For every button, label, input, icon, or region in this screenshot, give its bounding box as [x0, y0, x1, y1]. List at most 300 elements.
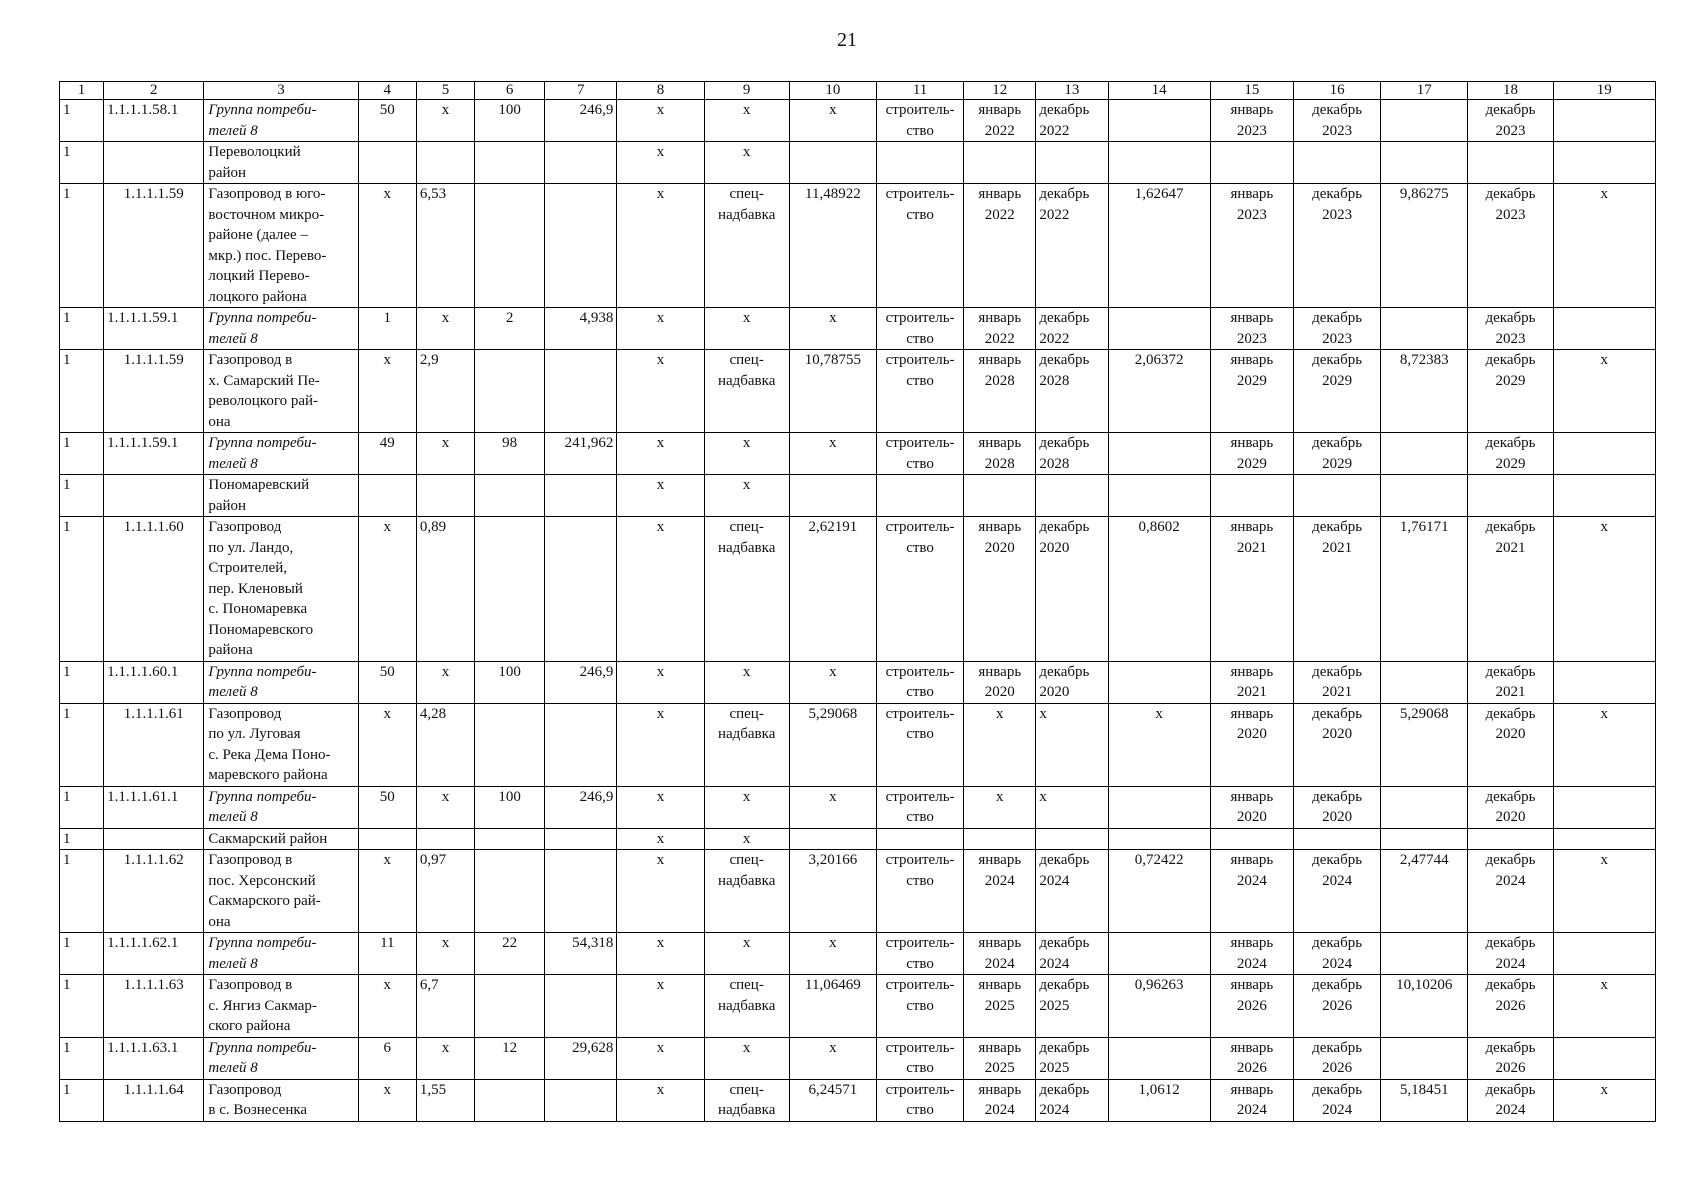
table-cell — [876, 475, 963, 517]
table-cell — [1553, 1037, 1655, 1079]
table-cell: х — [358, 350, 416, 433]
table-cell: декабрь 2024 — [1468, 933, 1553, 975]
table-cell: х — [617, 517, 704, 662]
table-cell: х — [358, 184, 416, 308]
table-cell: январь 2028 — [964, 350, 1036, 433]
table-cell: январь 2023 — [1210, 184, 1293, 308]
table-row-object — [60, 350, 1656, 433]
table-cell — [1210, 142, 1293, 184]
table-cell: декабрь 2021 — [1293, 517, 1380, 662]
table-cell: строитель- ство — [876, 850, 963, 933]
table-cell: 8,72383 — [1381, 350, 1468, 433]
table-cell: 6,53 — [416, 184, 474, 308]
table-cell — [1108, 308, 1210, 350]
table-cell — [1553, 661, 1655, 703]
table-cell: х — [617, 1079, 704, 1121]
table-cell: 1 — [60, 184, 104, 308]
table-cell: 1 — [60, 350, 104, 433]
table-cell: 11,06469 — [789, 975, 876, 1038]
table-cell: 11 — [358, 933, 416, 975]
table-cell: 246,9 — [545, 786, 617, 828]
table-cell: 2,47744 — [1381, 850, 1468, 933]
table-cell: декабрь 2020 — [1036, 661, 1108, 703]
table-cell — [1108, 1037, 1210, 1079]
table-cell: январь 2021 — [1210, 661, 1293, 703]
table-cell: 1,62647 — [1108, 184, 1210, 308]
table-cell: 1 — [60, 1037, 104, 1079]
table-cell — [1468, 475, 1553, 517]
table-cell — [1036, 142, 1108, 184]
table-cell: х — [416, 1037, 474, 1079]
table-cell: 49 — [358, 433, 416, 475]
table-cell: х — [1553, 517, 1655, 662]
table-cell: 1.1.1.1.62.1 — [104, 933, 204, 975]
header-cell: 18 — [1468, 82, 1553, 100]
table-cell — [789, 142, 876, 184]
table-cell: х — [789, 433, 876, 475]
table-cell: Газопровод в с. Вознесенка — [204, 1079, 358, 1121]
table-row-group — [60, 100, 1656, 142]
table-cell: спец- надбавка — [704, 350, 789, 433]
table-cell: 1.1.1.1.59 — [104, 350, 204, 433]
table-cell: январь 2024 — [964, 1079, 1036, 1121]
table-cell — [545, 475, 617, 517]
table-cell: декабрь 2025 — [1036, 1037, 1108, 1079]
table-cell: декабрь 2024 — [1293, 1079, 1380, 1121]
table-cell — [358, 475, 416, 517]
table-cell: 1 — [60, 142, 104, 184]
table-cell — [416, 828, 474, 850]
table-cell: х — [358, 1079, 416, 1121]
table-cell: 100 — [475, 661, 545, 703]
table-cell — [1553, 142, 1655, 184]
table-cell: 6,7 — [416, 975, 474, 1038]
table-row-group — [60, 1037, 1656, 1079]
table-row-object — [60, 850, 1656, 933]
table-row-group — [60, 786, 1656, 828]
table-cell: 2,06372 — [1108, 350, 1210, 433]
table-cell: х — [1036, 786, 1108, 828]
table-cell: х — [964, 786, 1036, 828]
table-cell — [1381, 786, 1468, 828]
table-cell — [475, 1079, 545, 1121]
table-cell — [545, 1079, 617, 1121]
table-cell: х — [1553, 703, 1655, 786]
table-cell — [789, 828, 876, 850]
table-cell: январь 2026 — [1210, 975, 1293, 1038]
table-row-group — [60, 433, 1656, 475]
header-cell: 1 — [60, 82, 104, 100]
table-cell: 6 — [358, 1037, 416, 1079]
table-cell: декабрь 2020 — [1293, 786, 1380, 828]
table-cell: декабрь 2026 — [1468, 975, 1553, 1038]
table-row-object — [60, 517, 1656, 662]
table-cell: 0,97 — [416, 850, 474, 933]
table-cell: декабрь 2022 — [1036, 100, 1108, 142]
table-cell: Пономаревский район — [204, 475, 358, 517]
table-cell: х — [617, 433, 704, 475]
table-cell — [1108, 142, 1210, 184]
table-cell — [876, 142, 963, 184]
table-cell: 1.1.1.1.62 — [104, 850, 204, 933]
table-cell: декабрь 2023 — [1468, 184, 1553, 308]
data-table — [59, 81, 1656, 1122]
table-cell: декабрь 2020 — [1468, 786, 1553, 828]
table-cell: строитель- ство — [876, 1079, 963, 1121]
table-cell: 22 — [475, 933, 545, 975]
table-cell — [876, 828, 963, 850]
table-cell: Газопровод по ул. Ландо, Строителей, пер. Кленовый с. Пономаревка Пономаревского района — [204, 517, 358, 662]
table-cell: 1 — [60, 703, 104, 786]
table-cell — [104, 828, 204, 850]
table-cell — [1553, 433, 1655, 475]
table-cell: х — [358, 975, 416, 1038]
table-cell — [416, 475, 474, 517]
table-cell — [964, 828, 1036, 850]
table-cell: х — [789, 661, 876, 703]
table-cell: 1.1.1.1.60 — [104, 517, 204, 662]
table-cell — [358, 828, 416, 850]
table-cell — [358, 142, 416, 184]
table-cell: х — [1553, 975, 1655, 1038]
table-cell: х — [789, 786, 876, 828]
table-cell — [475, 850, 545, 933]
table-cell: 1 — [60, 308, 104, 350]
table-cell: х — [416, 308, 474, 350]
table-cell — [475, 142, 545, 184]
table-cell — [1381, 100, 1468, 142]
table-cell: 2,62191 — [789, 517, 876, 662]
table-cell — [545, 142, 617, 184]
table-cell: декабрь 2021 — [1468, 517, 1553, 662]
table-cell: январь 2022 — [964, 308, 1036, 350]
table-cell: декабрь 2025 — [1036, 975, 1108, 1038]
table-cell: строитель- ство — [876, 661, 963, 703]
table-cell — [1553, 828, 1655, 850]
table-cell: 0,96263 — [1108, 975, 1210, 1038]
table-cell: 2,9 — [416, 350, 474, 433]
table-cell: декабрь 2024 — [1293, 933, 1380, 975]
table-cell — [475, 475, 545, 517]
table-cell: 12 — [475, 1037, 545, 1079]
table-cell: х — [789, 100, 876, 142]
table-cell: Сакмарский район — [204, 828, 358, 850]
table-cell: декабрь 2024 — [1036, 850, 1108, 933]
table-cell — [1108, 828, 1210, 850]
table-cell: Группа потреби- телей 8 — [204, 433, 358, 475]
table-cell: 1,76171 — [1381, 517, 1468, 662]
table-cell: х — [704, 1037, 789, 1079]
table-cell: х — [704, 786, 789, 828]
table-body — [60, 82, 1656, 1122]
table-cell: х — [617, 142, 704, 184]
header-cell: 17 — [1381, 82, 1468, 100]
table-cell: х — [358, 517, 416, 662]
table-cell: январь 2022 — [964, 100, 1036, 142]
table-cell: строитель- ство — [876, 433, 963, 475]
table-cell: 1.1.1.1.61.1 — [104, 786, 204, 828]
table-cell: х — [704, 308, 789, 350]
header-cell: 11 — [876, 82, 963, 100]
header-cell: 2 — [104, 82, 204, 100]
table-cell — [545, 850, 617, 933]
table-cell: спец- надбавка — [704, 184, 789, 308]
table-cell: декабрь 2024 — [1036, 1079, 1108, 1121]
table-cell: Газопровод в пос. Херсонский Сакмарского рай- она — [204, 850, 358, 933]
table-cell: 50 — [358, 100, 416, 142]
table-cell: х — [617, 786, 704, 828]
table-cell: декабрь 2022 — [1036, 308, 1108, 350]
table-row-group — [60, 661, 1656, 703]
table-cell: х — [704, 661, 789, 703]
table-cell: спец- надбавка — [704, 703, 789, 786]
table-cell: строитель- ство — [876, 184, 963, 308]
table-cell — [1381, 433, 1468, 475]
table-cell — [104, 475, 204, 517]
table-cell: х — [1553, 350, 1655, 433]
table-cell: х — [617, 975, 704, 1038]
table-cell: январь 2024 — [964, 850, 1036, 933]
table-cell: 1.1.1.1.64 — [104, 1079, 204, 1121]
table-cell: строитель- ство — [876, 1037, 963, 1079]
table-cell — [104, 142, 204, 184]
table-cell: январь 2029 — [1210, 350, 1293, 433]
table-cell: декабрь 2020 — [1293, 703, 1380, 786]
table-cell: январь 2025 — [964, 1037, 1036, 1079]
table-cell: 1.1.1.1.60.1 — [104, 661, 204, 703]
table-cell: декабрь 2023 — [1468, 100, 1553, 142]
table-cell: 1.1.1.1.63 — [104, 975, 204, 1038]
table-cell: х — [358, 850, 416, 933]
table-row-object — [60, 184, 1656, 308]
table-cell: строитель- ство — [876, 517, 963, 662]
table-cell: строитель- ство — [876, 933, 963, 975]
table-cell — [1553, 475, 1655, 517]
table-cell: Газопровод в с. Янгиз Сакмар- ского района — [204, 975, 358, 1038]
table-cell — [1553, 933, 1655, 975]
table-cell — [1036, 475, 1108, 517]
table-cell: х — [704, 142, 789, 184]
table-cell: х — [416, 786, 474, 828]
table-cell: 1 — [60, 933, 104, 975]
table-cell: декабрь 2024 — [1468, 1079, 1553, 1121]
table-cell: х — [416, 933, 474, 975]
table-cell — [1210, 828, 1293, 850]
table-cell — [416, 142, 474, 184]
table-cell: 50 — [358, 661, 416, 703]
table-cell — [475, 703, 545, 786]
table-cell: 1.1.1.1.58.1 — [104, 100, 204, 142]
table-cell: х — [704, 433, 789, 475]
table-cell: январь 2024 — [964, 933, 1036, 975]
table-cell: 1.1.1.1.63.1 — [104, 1037, 204, 1079]
table-cell: декабрь 2021 — [1293, 661, 1380, 703]
table-cell — [789, 475, 876, 517]
table-cell: 98 — [475, 433, 545, 475]
table-cell: спец- надбавка — [704, 517, 789, 662]
table-cell: декабрь 2023 — [1293, 184, 1380, 308]
header-cell: 3 — [204, 82, 358, 100]
table-cell — [475, 975, 545, 1038]
table-cell: Газопровод в юго- восточном микро- районе (далее – мкр.) пос. Перево- лоцкий Перево- лоцкого района — [204, 184, 358, 308]
table-cell: декабрь 2022 — [1036, 184, 1108, 308]
table-cell: 241,962 — [545, 433, 617, 475]
header-cell: 15 — [1210, 82, 1293, 100]
table-cell — [1108, 661, 1210, 703]
table-row-district — [60, 475, 1656, 517]
table-cell: 0,8602 — [1108, 517, 1210, 662]
table-cell: спец- надбавка — [704, 975, 789, 1038]
table-cell: январь 2020 — [964, 661, 1036, 703]
header-row — [60, 82, 1656, 100]
table-cell — [1381, 1037, 1468, 1079]
table-cell: Газопровод в х. Самарский Пе- револоцкого рай- она — [204, 350, 358, 433]
table-cell — [1036, 828, 1108, 850]
table-cell: январь 2029 — [1210, 433, 1293, 475]
table-cell: Группа потреби- телей 8 — [204, 100, 358, 142]
header-cell: 19 — [1553, 82, 1655, 100]
table-cell: Переволоцкий район — [204, 142, 358, 184]
table-cell: декабрь 2023 — [1293, 308, 1380, 350]
table-cell: декабрь 2020 — [1468, 703, 1553, 786]
table-cell: 1 — [60, 786, 104, 828]
table-cell: строитель- ство — [876, 308, 963, 350]
table-cell: х — [617, 828, 704, 850]
table-cell: 246,9 — [545, 100, 617, 142]
header-cell: 8 — [617, 82, 704, 100]
table-cell: Газопровод по ул. Луговая с. Река Дема Поно- маревского района — [204, 703, 358, 786]
table-cell: декабрь 2024 — [1468, 850, 1553, 933]
header-cell: 6 — [475, 82, 545, 100]
table-cell: декабрь 2026 — [1468, 1037, 1553, 1079]
table-cell: Группа потреби- телей 8 — [204, 1037, 358, 1079]
table-cell — [1381, 661, 1468, 703]
table-cell: декабрь 2023 — [1293, 100, 1380, 142]
table-cell: декабрь 2024 — [1036, 933, 1108, 975]
table-cell: 1 — [60, 1079, 104, 1121]
table-cell: декабрь 2029 — [1293, 350, 1380, 433]
header-cell: 5 — [416, 82, 474, 100]
table-cell — [545, 350, 617, 433]
table-cell: х — [704, 475, 789, 517]
table-cell: январь 2025 — [964, 975, 1036, 1038]
table-cell: х — [617, 1037, 704, 1079]
table-cell — [964, 475, 1036, 517]
header-cell: 9 — [704, 82, 789, 100]
table-cell: 2 — [475, 308, 545, 350]
table-cell: декабрь 2028 — [1036, 433, 1108, 475]
table-cell: 0,89 — [416, 517, 474, 662]
table-cell — [1381, 475, 1468, 517]
table-cell: 1 — [60, 475, 104, 517]
table-cell: январь 2023 — [1210, 308, 1293, 350]
table-cell: Группа потреби- телей 8 — [204, 933, 358, 975]
table-cell — [1108, 475, 1210, 517]
table-cell: х — [789, 308, 876, 350]
table-cell: 1 — [60, 975, 104, 1038]
table-cell: 1,55 — [416, 1079, 474, 1121]
table-cell: х — [617, 308, 704, 350]
table-cell — [475, 828, 545, 850]
table-cell — [545, 184, 617, 308]
table-cell: 1 — [60, 517, 104, 662]
table-cell: 100 — [475, 100, 545, 142]
table-cell: 1 — [60, 100, 104, 142]
header-cell: 12 — [964, 82, 1036, 100]
table-cell — [1381, 828, 1468, 850]
table-cell: январь 2020 — [1210, 786, 1293, 828]
table-cell: спец- надбавка — [704, 850, 789, 933]
table-cell: х — [964, 703, 1036, 786]
table-cell: январь 2021 — [1210, 517, 1293, 662]
table-cell: январь 2028 — [964, 433, 1036, 475]
table-cell: 5,29068 — [789, 703, 876, 786]
table-cell — [1381, 142, 1468, 184]
table-cell: 5,29068 — [1381, 703, 1468, 786]
table-cell: х — [704, 933, 789, 975]
table-row-group — [60, 308, 1656, 350]
table-cell: х — [617, 475, 704, 517]
header-cell: 13 — [1036, 82, 1108, 100]
table-cell: 5,18451 — [1381, 1079, 1468, 1121]
table-cell: х — [617, 661, 704, 703]
table-cell: спец- надбавка — [704, 1079, 789, 1121]
table-cell: январь 2026 — [1210, 1037, 1293, 1079]
table-cell: 0,72422 — [1108, 850, 1210, 933]
table-cell: х — [1036, 703, 1108, 786]
table-cell — [475, 350, 545, 433]
table-cell: 1,0612 — [1108, 1079, 1210, 1121]
table-cell: х — [704, 100, 789, 142]
table-cell — [1108, 433, 1210, 475]
table-cell: х — [1553, 1079, 1655, 1121]
table-cell: х — [617, 703, 704, 786]
table-cell — [1293, 475, 1380, 517]
table-cell — [1381, 308, 1468, 350]
table-cell: 1 — [60, 850, 104, 933]
table-cell: 3,20166 — [789, 850, 876, 933]
table-cell — [545, 975, 617, 1038]
table-cell: х — [416, 100, 474, 142]
table-cell: строитель- ство — [876, 100, 963, 142]
table-cell — [1553, 308, 1655, 350]
table-row-district — [60, 142, 1656, 184]
table-cell: 6,24571 — [789, 1079, 876, 1121]
table-cell: х — [617, 350, 704, 433]
table-row-object — [60, 703, 1656, 786]
table-cell: 1 — [60, 661, 104, 703]
header-cell: 14 — [1108, 82, 1210, 100]
table-cell — [964, 142, 1036, 184]
table-cell — [1108, 933, 1210, 975]
table-cell — [545, 828, 617, 850]
table-cell: 246,9 — [545, 661, 617, 703]
table-cell — [1293, 828, 1380, 850]
table-cell — [1293, 142, 1380, 184]
table-cell: 1.1.1.1.59.1 — [104, 433, 204, 475]
table-cell — [475, 517, 545, 662]
table-cell: 1.1.1.1.59 — [104, 184, 204, 308]
table-cell: Группа потреби- телей 8 — [204, 661, 358, 703]
table-cell: январь 2020 — [964, 517, 1036, 662]
table-cell: декабрь 2029 — [1293, 433, 1380, 475]
table-cell: 1 — [60, 828, 104, 850]
table-cell: Группа потреби- телей 8 — [204, 786, 358, 828]
table-cell: х — [617, 850, 704, 933]
table-cell — [1210, 475, 1293, 517]
table-cell: январь 2024 — [1210, 1079, 1293, 1121]
table-cell: 9,86275 — [1381, 184, 1468, 308]
